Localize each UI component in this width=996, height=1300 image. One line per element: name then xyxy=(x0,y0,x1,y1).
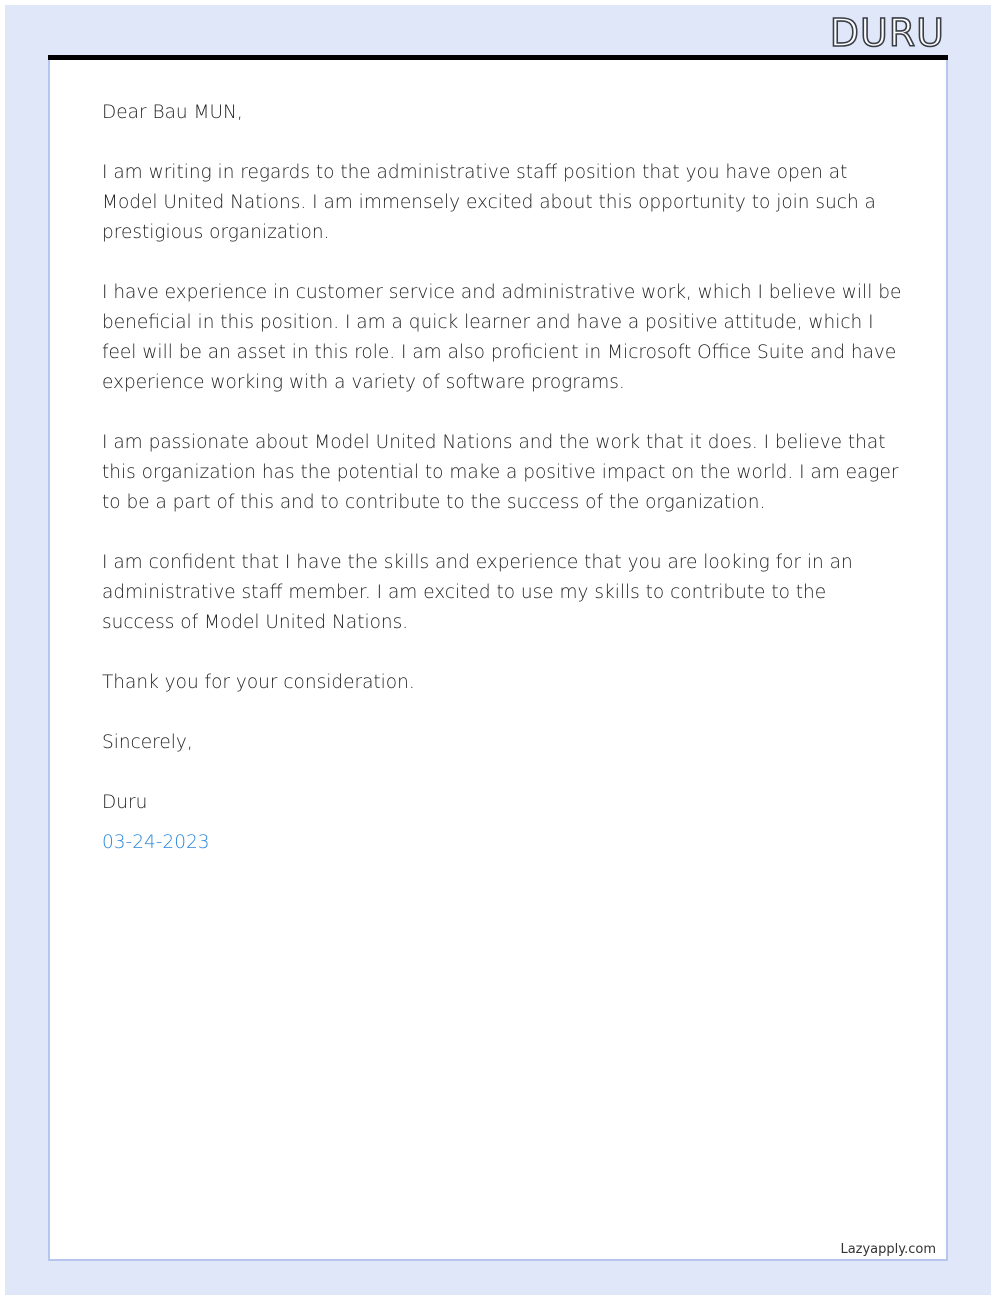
letter-sheet xyxy=(48,60,948,1261)
letter-body xyxy=(102,98,902,888)
paragraph-confidence: I am confident that I have the skills and experience that you are looking for in an administrative staff member. I am excited to use my skills to contribute to the success of Model United Nations. xyxy=(102,552,853,633)
closing-thanks: Thank you for your consideration. xyxy=(102,672,415,693)
paragraph-experience: I have experience in customer service and administrative work, which I believe will be beneficial in this position. I am a quick learner and have a positive attitude, which I feel will be an asset in this role. I am also proficient in Microsoft Office Suite and have experience working with a variety of software programs. xyxy=(102,282,902,393)
paragraph-passion: I am passionate about Model United Nations and the work that it does. I believe that this organization has the potential to make a positive impact on the world. I am eager to be a part of this and to contribute to the success of the organization. xyxy=(102,432,899,513)
letter-date: 03-24-2023 xyxy=(102,832,210,853)
signoff: Sincerely, xyxy=(102,732,193,753)
signature-name: Duru xyxy=(102,792,148,813)
salutation: Dear Bau MUN, xyxy=(102,102,243,123)
paragraph-intro: I am writing in regards to the administrative staff position that you have open at Model United Nations. I am immensely excited about this opportunity to join such a prestigious organization. xyxy=(102,162,876,243)
brand-logo: DURU xyxy=(829,11,945,55)
footer-credit: Lazyapply.com xyxy=(840,1242,936,1257)
